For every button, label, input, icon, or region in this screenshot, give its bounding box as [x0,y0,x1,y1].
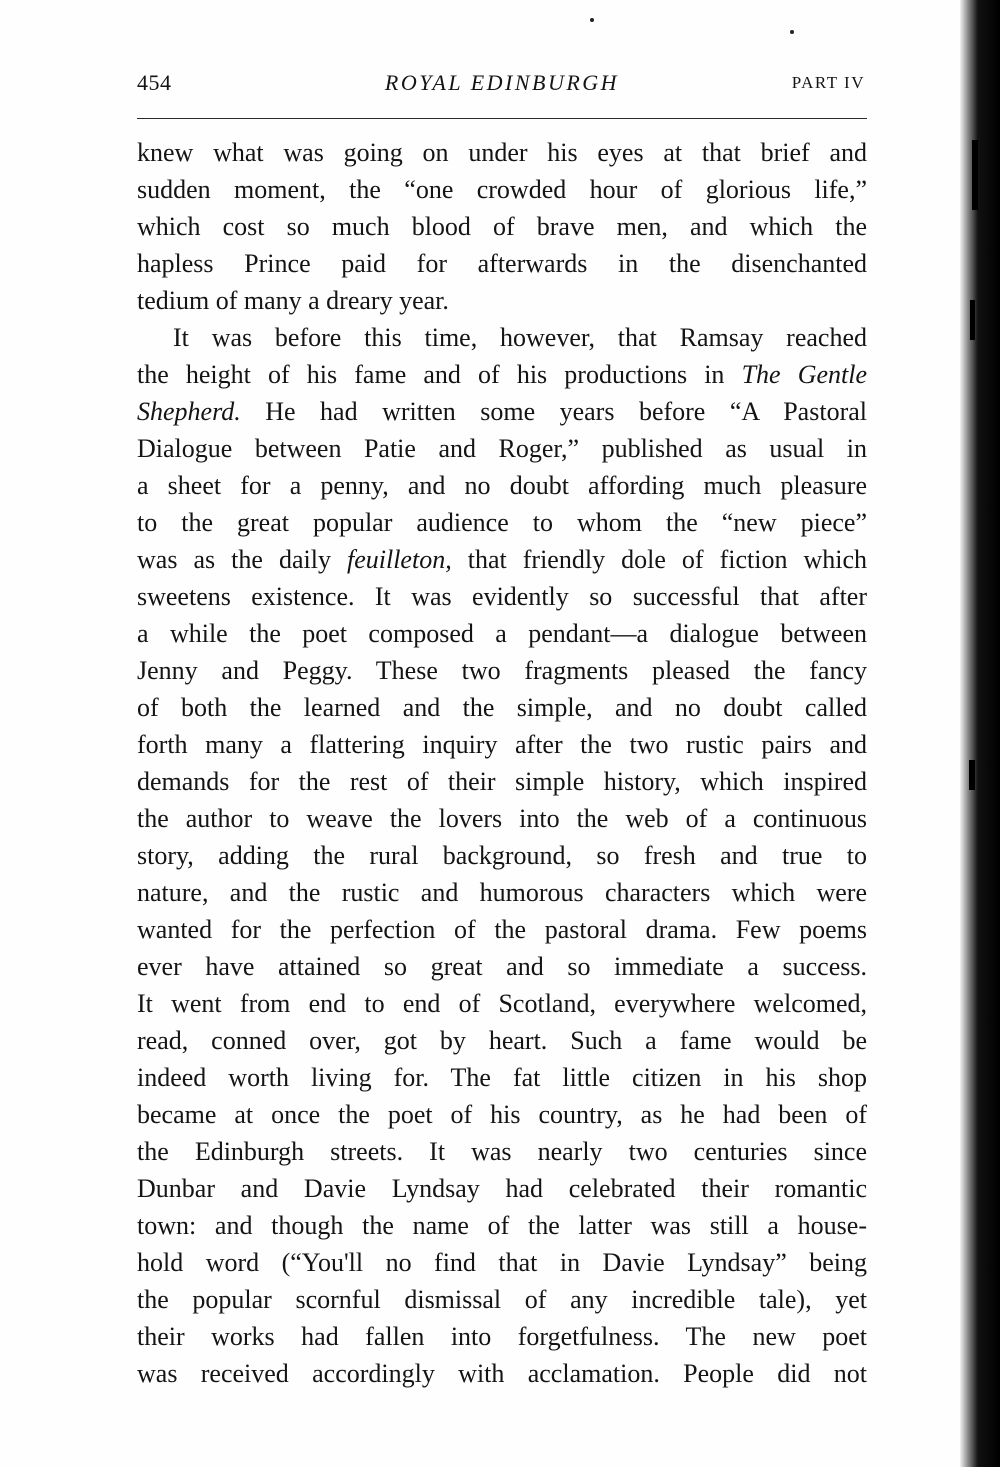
scan-speck [590,18,594,22]
text-line: Jenny and Peggy. These two fragments pleased the fancy [137,656,867,685]
text-line: sweetens existence. It was evidently so successful that after [137,582,867,611]
text-line: Dialogue between Patie and Roger,” published as usual in [137,434,867,463]
text-line-mixed [137,356,867,393]
text-line: the popular scornful dismissal of any incredible tale), yet [137,1285,867,1314]
text-line: read, conned over, got by heart. Such a fame would be [137,1026,867,1055]
running-header [137,70,867,106]
text-line: a while the poet composed a pendant—a dialogue between [137,619,867,648]
text-run: that friendly dole of fiction which [467,545,868,574]
text-line: wanted for the perfection of the pastoral drama. Few poems [137,915,867,944]
text-line: hapless Prince paid for afterwards in the disenchanted [137,249,867,278]
text-line: which cost so much blood of brave men, and which the [137,212,867,241]
body-text [137,134,867,1392]
text-line: tedium of many a dreary year. [137,286,449,315]
text-line: sudden moment, the “one crowded hour of glorious life,” [137,175,867,204]
text-line: demands for the rest of their simple history, which inspired [137,767,867,796]
text-run: the height of his fame and of his productions in [137,360,725,389]
scanned-page-edge [960,0,1000,1467]
text-line: their works had fallen into forgetfulness. The new poet [137,1322,867,1351]
text-line: knew what was going on under his eyes at that brief and [137,138,867,167]
text-line: hold word (“You'll no find that in Davie Lyndsay” being [137,1248,867,1277]
text-line: became at once the poet of his country, as he had been of [137,1100,867,1129]
italic-word: feuilleton, [347,545,452,574]
text-line: It went from end to end of Scotland, everywhere welcomed, [137,989,867,1018]
text-line: forth many a flattering inquiry after the two rustic pairs and [137,730,867,759]
edge-mark [970,300,975,340]
text-line: the author to weave the lovers into the web of a continuous [137,804,867,833]
text-line: a sheet for a penny, and no doubt affording much pleasure [137,471,867,500]
text-line: ever have attained so great and so immediate a success. [137,952,867,981]
part-label: PART IV [791,73,865,92]
running-title: ROYAL EDINBURGH [384,70,620,95]
text-line: It was before this time, however, that Ramsay reached [173,323,867,352]
text-line: to the great popular audience to whom the “new piece” [137,508,867,537]
header-rule [137,118,867,119]
text-line: nature, and the rustic and humorous characters which were [137,878,867,907]
text-line: town: and though the name of the latter was still a house- [137,1211,867,1240]
text-run: was as the daily [137,545,331,574]
italic-title: The Gentle [741,360,867,389]
text-line: of both the learned and the simple, and no doubt called [137,693,867,722]
text-run: He had written some years before “A Pastoral [265,397,867,426]
text-line: indeed worth living for. The fat little citizen in his shop [137,1063,867,1092]
text-line: was received accordingly with acclamation. People did not [137,1359,867,1388]
edge-mark [972,140,978,210]
edge-mark [969,760,975,790]
text-line: story, adding the rural background, so fresh and true to [137,841,867,870]
scan-speck [790,30,794,34]
text-line-mixed [137,393,867,430]
italic-title: Shepherd. [137,397,241,426]
text-line: Dunbar and Davie Lyndsay had celebrated their romantic [137,1174,867,1203]
text-line-mixed [137,541,867,578]
page-number: 454 [137,70,172,95]
text-line: the Edinburgh streets. It was nearly two centuries since [137,1137,867,1166]
